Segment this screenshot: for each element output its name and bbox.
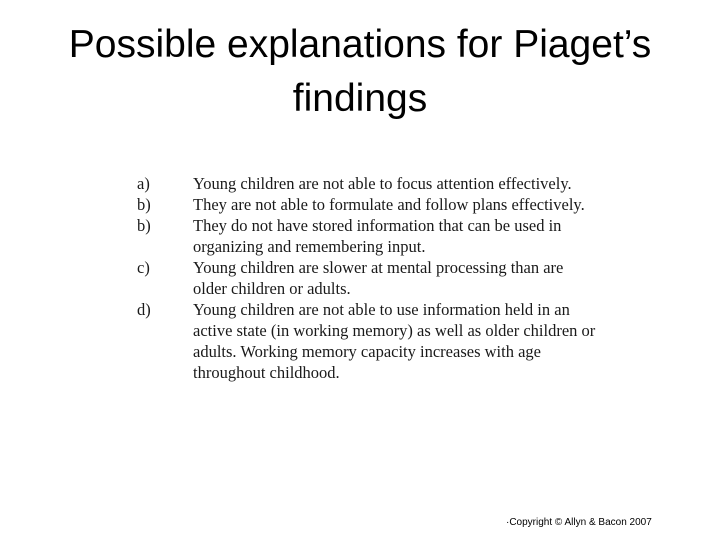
list-item-marker: d) <box>137 300 151 319</box>
list-item-marker: c) <box>137 258 150 277</box>
list-item-marker: b) <box>137 216 151 235</box>
list-item <box>137 215 597 257</box>
copyright-notice: ·Copyright © Allyn & Bacon 2007 <box>506 517 652 528</box>
explanations-list <box>137 173 597 383</box>
list-item-text: Young children are not able to use information held in an active state (in working memory) as well as older children or adults. Working memory capacity increases with age throughout childhood. <box>193 300 596 382</box>
slide-title <box>30 18 690 126</box>
list-item-marker: b) <box>137 195 151 214</box>
list-item-marker: a) <box>137 174 150 193</box>
list-item-text: They are not able to formulate and follow plans effectively. <box>193 195 585 214</box>
list-item <box>137 299 597 383</box>
list-item <box>137 257 597 299</box>
list-item-text: Young children are not able to focus attention effectively. <box>193 174 572 193</box>
list-item <box>137 173 597 194</box>
list-item-text: They do not have stored information that can be used in organizing and remembering input. <box>193 216 562 256</box>
list-item <box>137 194 597 215</box>
slide-title-line-2: findings <box>292 77 428 120</box>
slide-title-line-1: Possible explanations for Piaget’s <box>68 23 652 66</box>
list-item-text: Young children are slower at mental processing than are older children or adults. <box>193 258 564 298</box>
